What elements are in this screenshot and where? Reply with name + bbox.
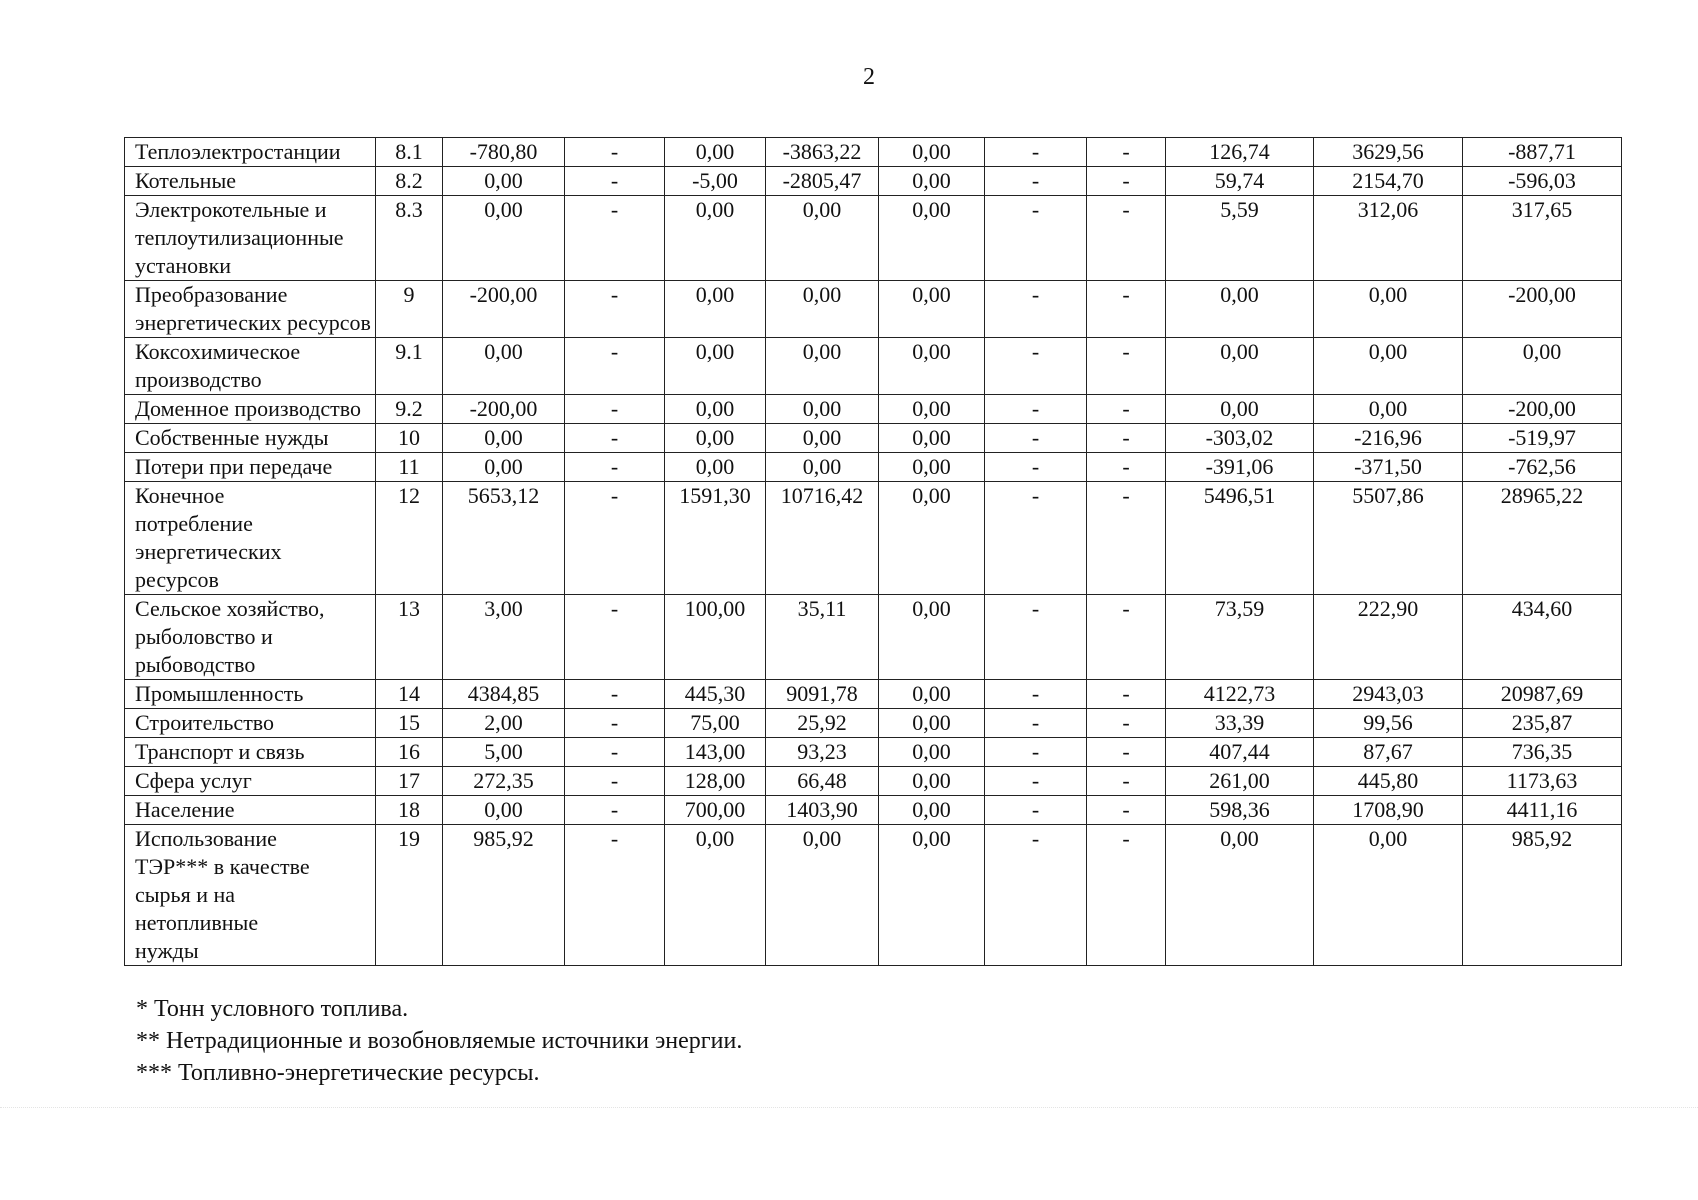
value-cell: 0,00 (879, 338, 985, 395)
table-row (125, 453, 1622, 482)
value-cell: 985,92 (1463, 825, 1622, 966)
row-name: Коксохимическое производство (135, 339, 301, 392)
value-cell: 0,00 (879, 825, 985, 966)
value-cell: - (985, 738, 1087, 767)
row-name: Промышленность (135, 681, 304, 706)
value-cell: 0,00 (879, 738, 985, 767)
value-cell: 0,00 (1314, 395, 1463, 424)
value-cell: - (1087, 825, 1166, 966)
value-cell: 0,00 (766, 281, 879, 338)
footnote-renewable-sources: ** Нетрадиционные и возобновляемые источники энергии. (136, 1028, 743, 1054)
row-name-cell (125, 453, 376, 482)
value-cell: 5,00 (443, 738, 565, 767)
value-cell: 0,00 (1463, 338, 1622, 395)
page-number: 2 (863, 64, 875, 90)
value-cell: 1591,30 (665, 482, 766, 595)
value-cell: 0,00 (879, 196, 985, 281)
value-cell: - (1087, 138, 1166, 167)
table-row (125, 825, 1622, 966)
value-cell: 3629,56 (1314, 138, 1463, 167)
row-name: Конечное потребление энергетических ресурсов (135, 483, 282, 592)
value-cell: 128,00 (665, 767, 766, 796)
value-cell: 1708,90 (1314, 796, 1463, 825)
value-cell: -371,50 (1314, 453, 1463, 482)
table-row (125, 482, 1622, 595)
value-cell: - (1087, 709, 1166, 738)
value-cell: - (565, 825, 665, 966)
value-cell: 445,80 (1314, 767, 1463, 796)
value-cell: 66,48 (766, 767, 879, 796)
row-name: Транспорт и связь (135, 739, 305, 764)
value-cell: - (565, 196, 665, 281)
value-cell: -2805,47 (766, 167, 879, 196)
value-cell: 434,60 (1463, 595, 1622, 680)
value-cell: -200,00 (1463, 395, 1622, 424)
value-cell: 0,00 (443, 424, 565, 453)
row-code-cell: 9 (376, 281, 443, 338)
value-cell: -519,97 (1463, 424, 1622, 453)
footnote-fuel-energy-resources: *** Топливно-энергетические ресурсы. (136, 1060, 540, 1086)
value-cell: - (565, 281, 665, 338)
value-cell: - (985, 709, 1087, 738)
value-cell: 1403,90 (766, 796, 879, 825)
value-cell: -200,00 (443, 281, 565, 338)
value-cell: 0,00 (879, 424, 985, 453)
table-row (125, 338, 1622, 395)
value-cell: 5507,86 (1314, 482, 1463, 595)
value-cell: 0,00 (665, 338, 766, 395)
page-edge-mark (0, 1107, 1698, 1108)
row-code-cell: 8.1 (376, 138, 443, 167)
value-cell: 0,00 (443, 167, 565, 196)
value-cell: - (565, 395, 665, 424)
table-row (125, 167, 1622, 196)
value-cell: 0,00 (879, 767, 985, 796)
value-cell: 20987,69 (1463, 680, 1622, 709)
value-cell: 0,00 (879, 453, 985, 482)
value-cell: 0,00 (1166, 338, 1314, 395)
value-cell: -200,00 (1463, 281, 1622, 338)
value-cell: - (1087, 424, 1166, 453)
row-name-cell (125, 738, 376, 767)
table-row (125, 395, 1622, 424)
value-cell: - (565, 453, 665, 482)
value-cell: 0,00 (1314, 281, 1463, 338)
value-cell: - (565, 767, 665, 796)
row-name-cell (125, 281, 376, 338)
value-cell: -303,02 (1166, 424, 1314, 453)
value-cell: - (1087, 281, 1166, 338)
row-name: Сфера услуг (135, 768, 252, 793)
value-cell: -216,96 (1314, 424, 1463, 453)
value-cell: 0,00 (1166, 825, 1314, 966)
value-cell: - (1087, 196, 1166, 281)
value-cell: - (1087, 680, 1166, 709)
row-name-cell (125, 767, 376, 796)
row-name: Электрокотельные и теплоутилизационные установки (135, 197, 344, 278)
value-cell: 0,00 (879, 595, 985, 680)
value-cell: 0,00 (766, 395, 879, 424)
row-name-cell (125, 424, 376, 453)
value-cell: 99,56 (1314, 709, 1463, 738)
value-cell: 73,59 (1166, 595, 1314, 680)
value-cell: - (565, 167, 665, 196)
value-cell: 0,00 (665, 424, 766, 453)
row-name-cell (125, 138, 376, 167)
value-cell: - (565, 138, 665, 167)
table-row (125, 709, 1622, 738)
row-name: Строительство (135, 710, 275, 735)
value-cell: 35,11 (766, 595, 879, 680)
value-cell: 0,00 (665, 196, 766, 281)
value-cell: -780,80 (443, 138, 565, 167)
row-name-cell (125, 595, 376, 680)
row-name: Собственные нужды (135, 425, 329, 450)
value-cell: 4122,73 (1166, 680, 1314, 709)
value-cell: 261,00 (1166, 767, 1314, 796)
row-code-cell: 8.2 (376, 167, 443, 196)
value-cell: 0,00 (1314, 825, 1463, 966)
value-cell: 0,00 (665, 395, 766, 424)
table-row (125, 680, 1622, 709)
row-name: Использование ТЭР*** в качестве сырья и на нетопливные нужды (135, 826, 310, 963)
value-cell: - (565, 595, 665, 680)
value-cell: 59,74 (1166, 167, 1314, 196)
value-cell: 0,00 (879, 281, 985, 338)
value-cell: 598,36 (1166, 796, 1314, 825)
value-cell: 2154,70 (1314, 167, 1463, 196)
value-cell: -5,00 (665, 167, 766, 196)
value-cell: 0,00 (665, 825, 766, 966)
value-cell: 0,00 (766, 338, 879, 395)
value-cell: 10716,42 (766, 482, 879, 595)
value-cell: 736,35 (1463, 738, 1622, 767)
row-name: Котельные (135, 168, 236, 193)
value-cell: -200,00 (443, 395, 565, 424)
value-cell: - (1087, 395, 1166, 424)
table-row (125, 767, 1622, 796)
value-cell: - (565, 482, 665, 595)
value-cell: - (1087, 453, 1166, 482)
row-code-cell: 14 (376, 680, 443, 709)
value-cell: 0,00 (1314, 338, 1463, 395)
value-cell: 0,00 (1166, 395, 1314, 424)
value-cell: - (985, 595, 1087, 680)
value-cell: - (985, 281, 1087, 338)
value-cell: 0,00 (443, 338, 565, 395)
value-cell: 0,00 (879, 796, 985, 825)
value-cell: 0,00 (879, 482, 985, 595)
value-cell: -3863,22 (766, 138, 879, 167)
value-cell: 0,00 (879, 167, 985, 196)
value-cell: 445,30 (665, 680, 766, 709)
footnotes (136, 993, 742, 1089)
value-cell: - (1087, 482, 1166, 595)
value-cell: 0,00 (766, 196, 879, 281)
value-cell: 33,39 (1166, 709, 1314, 738)
row-name: Теплоэлектростанции (135, 139, 341, 164)
row-name-cell (125, 196, 376, 281)
value-cell: 5,59 (1166, 196, 1314, 281)
value-cell: 4384,85 (443, 680, 565, 709)
value-cell: 9091,78 (766, 680, 879, 709)
value-cell: 235,87 (1463, 709, 1622, 738)
value-cell: 4411,16 (1463, 796, 1622, 825)
energy-balance-table (124, 137, 1622, 966)
row-name: Потери при передаче (135, 454, 333, 479)
value-cell: - (565, 338, 665, 395)
value-cell: 0,00 (1166, 281, 1314, 338)
value-cell: - (985, 196, 1087, 281)
table-row (125, 738, 1622, 767)
value-cell: 2,00 (443, 709, 565, 738)
value-cell: 407,44 (1166, 738, 1314, 767)
row-name-cell (125, 167, 376, 196)
value-cell: 5496,51 (1166, 482, 1314, 595)
value-cell: - (1087, 796, 1166, 825)
value-cell: 317,65 (1463, 196, 1622, 281)
table-row (125, 595, 1622, 680)
table-row (125, 281, 1622, 338)
row-name-cell (125, 709, 376, 738)
row-code-cell: 9.1 (376, 338, 443, 395)
value-cell: 2943,03 (1314, 680, 1463, 709)
value-cell: - (985, 138, 1087, 167)
value-cell: 700,00 (665, 796, 766, 825)
value-cell: 272,35 (443, 767, 565, 796)
row-name-cell (125, 796, 376, 825)
footnote-conventional-fuel: * Тонн условного топлива. (136, 996, 409, 1022)
value-cell: - (565, 796, 665, 825)
value-cell: -596,03 (1463, 167, 1622, 196)
value-cell: 0,00 (766, 825, 879, 966)
value-cell: - (985, 167, 1087, 196)
row-name: Доменное производство (135, 396, 362, 421)
value-cell: 0,00 (879, 709, 985, 738)
row-code-cell: 8.3 (376, 196, 443, 281)
row-code-cell: 12 (376, 482, 443, 595)
value-cell: 985,92 (443, 825, 565, 966)
row-name-cell (125, 395, 376, 424)
value-cell: 222,90 (1314, 595, 1463, 680)
value-cell: 0,00 (766, 453, 879, 482)
value-cell: - (1087, 738, 1166, 767)
value-cell: 75,00 (665, 709, 766, 738)
value-cell: - (985, 482, 1087, 595)
value-cell: 100,00 (665, 595, 766, 680)
value-cell: 0,00 (879, 138, 985, 167)
row-name: Сельское хозяйство, рыболовство и рыбоводство (135, 596, 325, 677)
value-cell: 5653,12 (443, 482, 565, 595)
row-code-cell: 13 (376, 595, 443, 680)
row-name-cell (125, 680, 376, 709)
value-cell: - (985, 825, 1087, 966)
value-cell: - (1087, 338, 1166, 395)
value-cell: 312,06 (1314, 196, 1463, 281)
value-cell: - (565, 424, 665, 453)
table-body (125, 138, 1622, 966)
value-cell: - (565, 680, 665, 709)
value-cell: 1173,63 (1463, 767, 1622, 796)
value-cell: 143,00 (665, 738, 766, 767)
row-code-cell: 17 (376, 767, 443, 796)
value-cell: - (985, 424, 1087, 453)
table-row (125, 196, 1622, 281)
value-cell: -762,56 (1463, 453, 1622, 482)
value-cell: - (565, 709, 665, 738)
value-cell: 28965,22 (1463, 482, 1622, 595)
value-cell: 0,00 (879, 395, 985, 424)
row-name: Население (135, 797, 235, 822)
row-name-cell (125, 482, 376, 595)
row-name-cell (125, 338, 376, 395)
value-cell: - (985, 395, 1087, 424)
row-name-cell (125, 825, 376, 966)
row-code-cell: 19 (376, 825, 443, 966)
value-cell: - (985, 796, 1087, 825)
value-cell: 0,00 (879, 680, 985, 709)
table-row (125, 138, 1622, 167)
value-cell: 0,00 (766, 424, 879, 453)
value-cell: 0,00 (443, 453, 565, 482)
value-cell: 126,74 (1166, 138, 1314, 167)
row-name: Преобразование энергетических ресурсов (135, 282, 371, 335)
row-code-cell: 9.2 (376, 395, 443, 424)
value-cell: 3,00 (443, 595, 565, 680)
row-code-cell: 10 (376, 424, 443, 453)
value-cell: - (985, 680, 1087, 709)
row-code-cell: 11 (376, 453, 443, 482)
table-row (125, 796, 1622, 825)
value-cell: - (985, 767, 1087, 796)
table-row (125, 424, 1622, 453)
value-cell: 0,00 (665, 138, 766, 167)
value-cell: -887,71 (1463, 138, 1622, 167)
row-code-cell: 18 (376, 796, 443, 825)
row-code-cell: 15 (376, 709, 443, 738)
value-cell: - (565, 738, 665, 767)
value-cell: - (985, 338, 1087, 395)
value-cell: 0,00 (665, 453, 766, 482)
value-cell: - (985, 453, 1087, 482)
value-cell: 87,67 (1314, 738, 1463, 767)
value-cell: 0,00 (443, 796, 565, 825)
value-cell: 0,00 (665, 281, 766, 338)
value-cell: - (1087, 767, 1166, 796)
value-cell: 0,00 (443, 196, 565, 281)
row-code-cell: 16 (376, 738, 443, 767)
value-cell: 93,23 (766, 738, 879, 767)
value-cell: 25,92 (766, 709, 879, 738)
value-cell: - (1087, 167, 1166, 196)
value-cell: -391,06 (1166, 453, 1314, 482)
value-cell: - (1087, 595, 1166, 680)
